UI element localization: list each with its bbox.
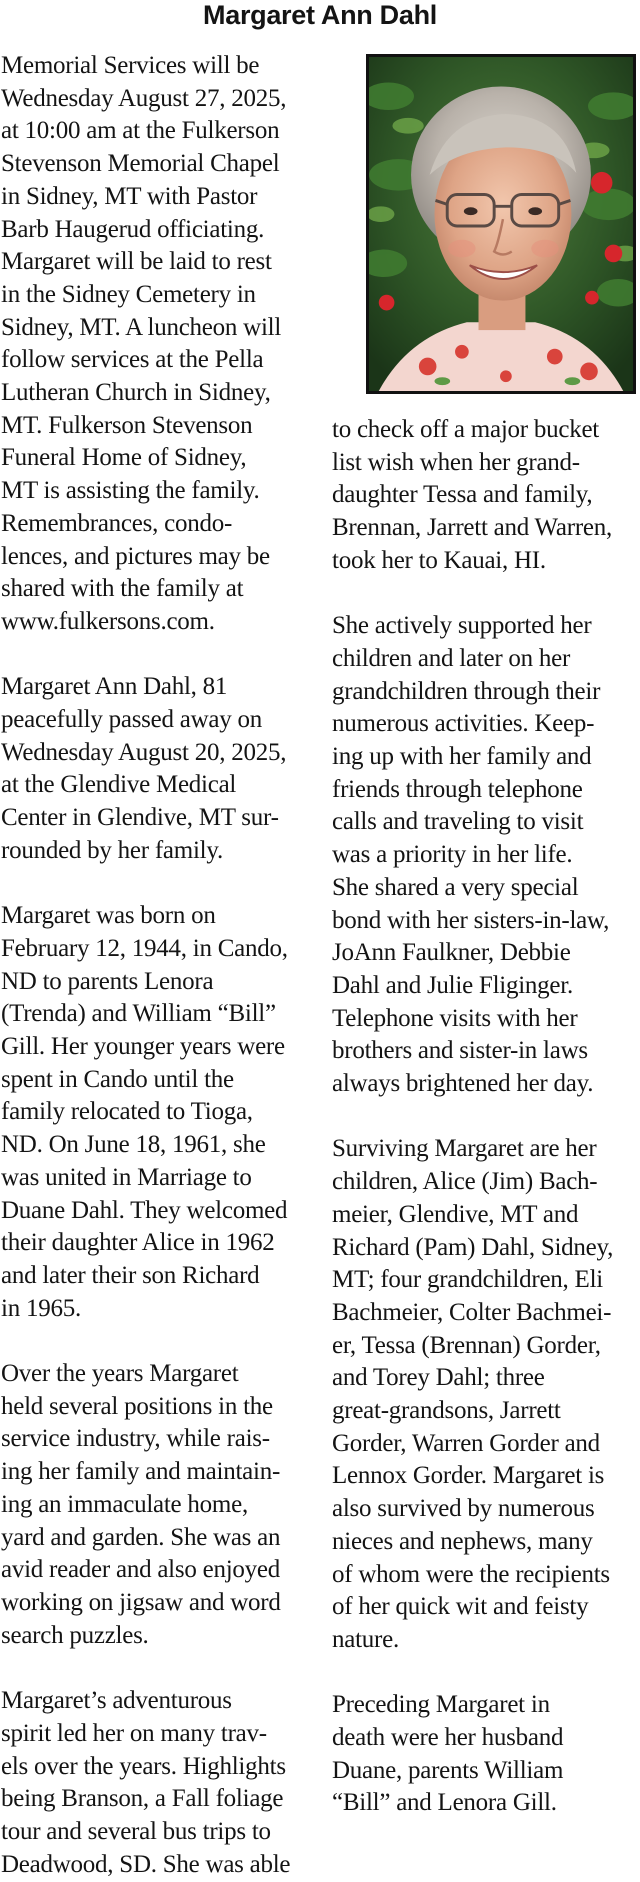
obituary-title: Margaret Ann Dahl xyxy=(203,0,437,30)
paragraph-services: Memorial Services will be Wednesday August 27, 2025, at 10:00 am at the Fulkerson Stevenson Memorial Chapel in Sidney, MT with Pastor Barb Haugerud officiating. Margaret will be laid to rest in the Sidney Cemetery in Sidney, MT. A luncheon will follow services at the Pella Lutheran Church in Sidney, MT. Fulkerson Stevenson Funeral Home of Sidney, MT is assisting the family. Remembrances, condo- lences, and pictures may be shared with the family at www.fulkersons.com. xyxy=(1,52,287,635)
right-column xyxy=(332,414,640,1820)
portrait-photo-icon xyxy=(369,57,633,391)
paragraph-survivors: Surviving Margaret are her children, Alice (Jim) Bach- meier, Glendive, MT and Richard (Pam) Dahl, Sidney, MT; four grandchildren, Eli Bachmeier, Colter Bachmei- er, Tessa (Brennan) Gorder, and Torey Dahl; three great-grandsons, Jarrett Gorder, Warren Gorder and Lennox Gorder. Margaret is also survived by numerous nieces and nephews, many of whom were the recipients of her quick wit and feisty nature. xyxy=(332,1135,614,1653)
paragraph-preceded: Preceding Margaret in death were her husband Duane, parents William “Bill” and Lenora Gill. xyxy=(332,1691,564,1817)
paragraph-passing: Margaret Ann Dahl, 81 peacefully passed away on Wednesday August 20, 2025, at the Glendive Medical Center in Glendive, MT sur- rounded by her family. xyxy=(1,673,287,864)
paragraph-kauai: to check off a major bucket list wish when her grand- daughter Tessa and family, Brennan, Jarrett and Warren, took her to Kauai, HI. xyxy=(332,416,612,574)
portrait-photo xyxy=(366,54,636,394)
paragraph-early-life: Margaret was born on February 12, 1944, in Cando, ND to parents Lenora (Trenda) and William “Bill” Gill. Her younger years were spent in Cando until the family relocated to Tioga, ND. On June 18, 1961, she was united in Marriage to Duane Dahl. They welcomed their daughter Alice in 1962 and later their son Richard in 1965. xyxy=(1,902,288,1322)
left-column xyxy=(1,50,307,1881)
paragraph-travels: Margaret’s adventurous spirit led her on many trav- els over the years. Highlights being Branson, a Fall foliage tour and several bus trips to Deadwood, SD. She was able xyxy=(1,1687,291,1878)
paragraph-family-support: She actively supported her children and later on her grandchildren through their numerous activities. Keep- ing up with her family and friends through telephone calls and traveling to visit was a priority in her life. She shared a very special bond with her sisters-in-law, JoAnn Faulkner, Debbie Dahl and Julie Fliginger. Telephone visits with her brothers and sister-in laws always brightened her day. xyxy=(332,612,610,1098)
paragraph-career: Over the years Margaret held several positions in the service industry, while rais- ing her family and maintain- ing an immaculate home, yard and garden. She was an avid reader and also enjoyed working on jigsaw and word search puzzles. xyxy=(1,1360,281,1649)
